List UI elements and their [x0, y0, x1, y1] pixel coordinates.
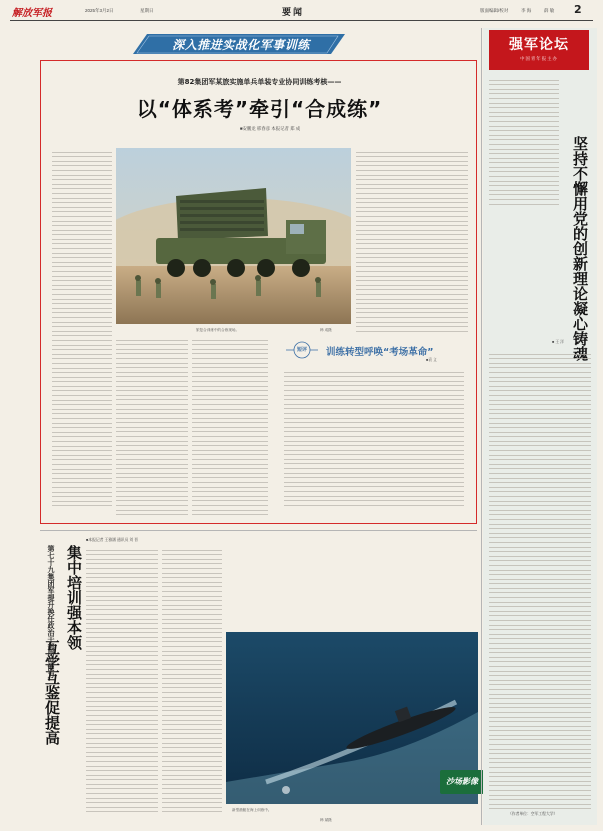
masthead-date: 2025年3月2日 — [85, 8, 114, 13]
divider-lead-bottom — [40, 530, 477, 531]
sidebar-body-intro — [489, 76, 559, 206]
photo-stamp-title: 沙场影像 — [446, 777, 478, 786]
lead-headline: 以“体系考”牵引“合成练” — [136, 97, 383, 121]
lead-photo-caption: 旅复合训练中的合练现场。 — [196, 328, 240, 332]
sidebar-headline: 坚持不懈用党的创新理论凝心铸魂 — [571, 136, 589, 361]
bottom-byline: ■本报记者 王雅涵 通讯员 刘 晋 — [86, 538, 139, 542]
bottom-headline-2: 互学互鉴促提高 — [43, 640, 61, 745]
bottom-body-col-1 — [86, 546, 158, 816]
bottom-photo-caption: 新型潜艇在海上训练中。 — [232, 808, 272, 812]
masthead-rule — [10, 20, 593, 21]
short-review-box — [276, 336, 472, 520]
short-review-headline: 训练转型呼唤“考场革命” — [326, 347, 434, 358]
lead-photo-credit: 韩 成摄 — [320, 328, 332, 332]
banner — [133, 33, 345, 55]
lead-body-col-1 — [52, 148, 112, 508]
sidebar-byline: ■ 王 洋 — [552, 340, 564, 344]
page-editor-2: 薛 敏 — [544, 8, 555, 13]
sidebar-column-badge — [489, 30, 589, 70]
lead-kicker: 第82集团军某旅实施单兵单装专业协同训练考核—— — [177, 78, 342, 86]
short-review-byline: ■袁 义 — [426, 358, 437, 362]
sidebar-column-sub: 中国青年报主办 — [520, 56, 558, 61]
bottom-body-col-2 — [162, 546, 222, 816]
divider-sidebar — [481, 28, 482, 825]
page-number: 2 — [574, 3, 582, 16]
page-footer-note: （作者单位：空军工程大学） — [508, 812, 558, 816]
lead-body-col-4 — [356, 148, 468, 332]
page-editor: 李 海 — [521, 8, 532, 13]
sidebar-body — [489, 350, 591, 810]
masthead-weekday: 星期日 — [140, 8, 154, 13]
section-title: 要闻 — [282, 8, 305, 18]
lead-byline: ■安鹏龙 邢春彦 本报记者 郑 成 — [239, 126, 301, 131]
short-review-body — [284, 368, 464, 508]
lead-body-col-3 — [192, 336, 268, 516]
lead-body-col-2 — [116, 336, 188, 516]
masthead — [0, 0, 603, 22]
short-review-tag-box — [282, 340, 322, 360]
banner-title: 深入推进实战化军事训练 — [172, 38, 310, 52]
photo-stamp — [440, 770, 484, 794]
sidebar-column-title: 强军论坛 — [509, 37, 569, 53]
page-dept: 版面编辑/校对 — [480, 8, 509, 13]
masthead-logo: 解放军报 — [12, 8, 52, 19]
short-review-tag: 短评 — [296, 347, 307, 353]
lead-photo — [116, 148, 351, 324]
bottom-kicker: 第七十九集团军提升换任政治干部岗位能力 — [47, 545, 55, 678]
bottom-headline-1: 集中培训强本领 — [65, 545, 83, 650]
bottom-photo-credit: 韩 斌摄 — [320, 818, 332, 822]
